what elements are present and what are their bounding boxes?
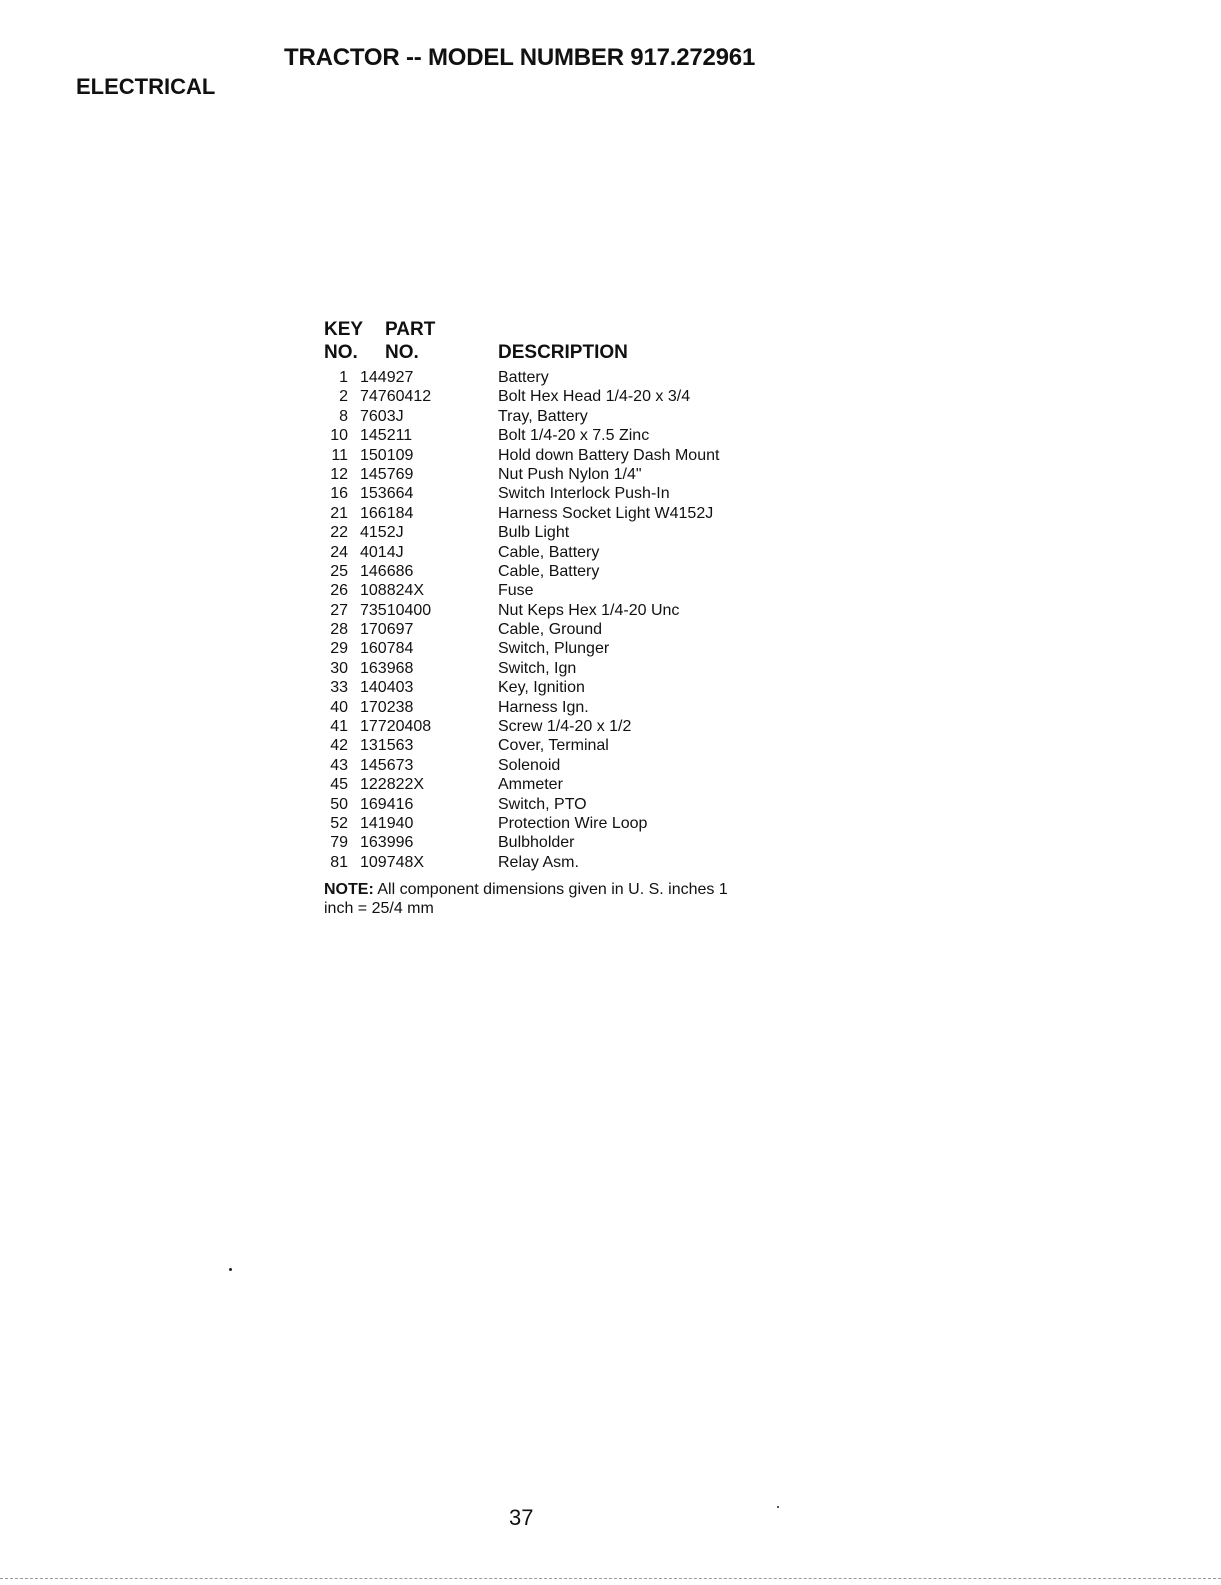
key-no-header-line1: KEY — [324, 319, 364, 340]
key-no-cell: 52 — [330, 814, 348, 832]
part-no-cell: 131563 — [360, 737, 414, 755]
part-no-cell: 4152J — [360, 524, 404, 542]
description-cell: Harness Ign. — [498, 698, 589, 716]
part-no-cell: 163996 — [360, 834, 414, 852]
description-cell: Bolt Hex Head 1/4-20 x 3/4 — [498, 388, 691, 406]
description-cell: Switch Interlock Push-In — [498, 485, 670, 503]
key-no-cell: 41 — [330, 718, 348, 736]
description-cell: Relay Asm. — [498, 853, 579, 871]
description-cell: Bolt 1/4-20 x 7.5 Zinc — [498, 427, 650, 445]
part-no-cell: 122822X — [360, 776, 425, 794]
key-no-cell: 24 — [330, 543, 348, 561]
key-no-cell: 8 — [339, 407, 348, 425]
key-no-cell: 40 — [330, 698, 348, 716]
key-no-cell: 21 — [330, 504, 348, 522]
part-no-cell: 163968 — [360, 659, 414, 677]
section-title: ELECTRICAL — [76, 74, 216, 99]
part-no-cell: 109748X — [360, 853, 425, 871]
key-no-cell: 30 — [330, 659, 348, 677]
description-cell: Switch, Ign — [498, 659, 577, 677]
part-no-cell: 140403 — [360, 679, 414, 697]
description-cell: Cable, Battery — [498, 562, 600, 580]
part-no-cell: 145673 — [360, 756, 414, 774]
key-no-cell: 42 — [330, 737, 348, 755]
part-no-cell: 170238 — [360, 698, 414, 716]
description-cell: Bulb Light — [498, 524, 570, 542]
description-cell: Hold down Battery Dash Mount — [498, 446, 720, 464]
key-no-cell: 79 — [330, 834, 348, 852]
part-no-cell: 7603J — [360, 407, 404, 425]
key-no-header-line2: NO. — [324, 342, 358, 363]
key-no-cell: 26 — [330, 582, 348, 600]
part-no-cell: 150109 — [360, 446, 414, 464]
description-cell: Cover, Terminal — [498, 737, 609, 755]
key-no-cell: 16 — [330, 485, 348, 503]
scan-speck — [229, 1268, 232, 1271]
description-header: DESCRIPTION — [498, 342, 628, 363]
note-label: NOTE: — [324, 881, 374, 898]
key-no-cell: 43 — [330, 756, 348, 774]
part-no-cell: 145769 — [360, 465, 414, 483]
part-no-header-line2: NO. — [385, 342, 419, 363]
description-cell: Battery — [498, 369, 549, 386]
key-no-cell: 81 — [330, 853, 348, 871]
part-no-cell: 108824X — [360, 582, 425, 600]
key-no-cell: 28 — [330, 621, 348, 639]
description-cell: Cable, Ground — [498, 621, 603, 639]
key-no-cell: 33 — [330, 679, 348, 697]
note-text: All component dimensions given in U. S. inches 1 inch = 25/4 mm — [324, 881, 728, 917]
key-no-cell: 22 — [330, 524, 348, 542]
key-no-cell: 25 — [330, 562, 348, 580]
part-no-cell: 169416 — [360, 795, 414, 813]
description-cell: Switch, PTO — [498, 795, 587, 813]
description-cell: Harness Socket Light W4152J — [498, 504, 714, 522]
key-no-cell: 29 — [330, 640, 348, 658]
key-no-cell: 45 — [330, 776, 348, 794]
part-no-cell: 166184 — [360, 504, 414, 522]
part-no-cell: 144927 — [360, 369, 414, 386]
description-cell: Screw 1/4-20 x 1/2 — [498, 718, 632, 736]
page-title: TRACTOR -- MODEL NUMBER 917.272961 — [284, 44, 756, 71]
description-cell: Bulbholder — [498, 834, 575, 852]
description-cell: Fuse — [498, 582, 534, 600]
description-cell: Tray, Battery — [498, 407, 588, 425]
part-no-cell: 17720408 — [360, 718, 432, 736]
part-no-cell: 160784 — [360, 640, 414, 658]
part-no-cell: 73510400 — [360, 601, 432, 619]
note — [324, 880, 744, 918]
part-no-cell: 4014J — [360, 543, 404, 561]
description-cell: Solenoid — [498, 756, 561, 774]
scan-speck — [777, 1506, 779, 1508]
key-no-cell: 50 — [330, 795, 348, 813]
key-no-cell: 10 — [330, 427, 348, 445]
key-no-cell: 1 — [339, 369, 348, 386]
part-no-cell: 145211 — [360, 427, 413, 445]
part-no-header-line1: PART — [385, 319, 436, 340]
key-no-cell: 27 — [330, 601, 348, 619]
key-no-cell: 2 — [339, 388, 348, 406]
description-cell: Cable, Battery — [498, 543, 600, 561]
key-no-cell: 11 — [331, 446, 348, 464]
part-no-cell: 146686 — [360, 562, 414, 580]
description-cell: Nut Push Nylon 1/4" — [498, 465, 642, 483]
description-cell: Ammeter — [498, 776, 563, 794]
part-no-cell: 170697 — [360, 621, 414, 639]
description-cell: Switch, Plunger — [498, 640, 610, 658]
scan-edge-line — [0, 1578, 1221, 1580]
key-no-cell: 12 — [330, 465, 348, 483]
part-no-cell: 153664 — [360, 485, 414, 503]
description-cell: Protection Wire Loop — [498, 814, 648, 832]
part-no-cell: 141940 — [360, 814, 414, 832]
description-cell: Key, Ignition — [498, 679, 585, 697]
description-cell: Nut Keps Hex 1/4-20 Unc — [498, 601, 680, 619]
page-number: 37 — [509, 1505, 534, 1530]
part-no-cell: 74760412 — [360, 388, 432, 406]
